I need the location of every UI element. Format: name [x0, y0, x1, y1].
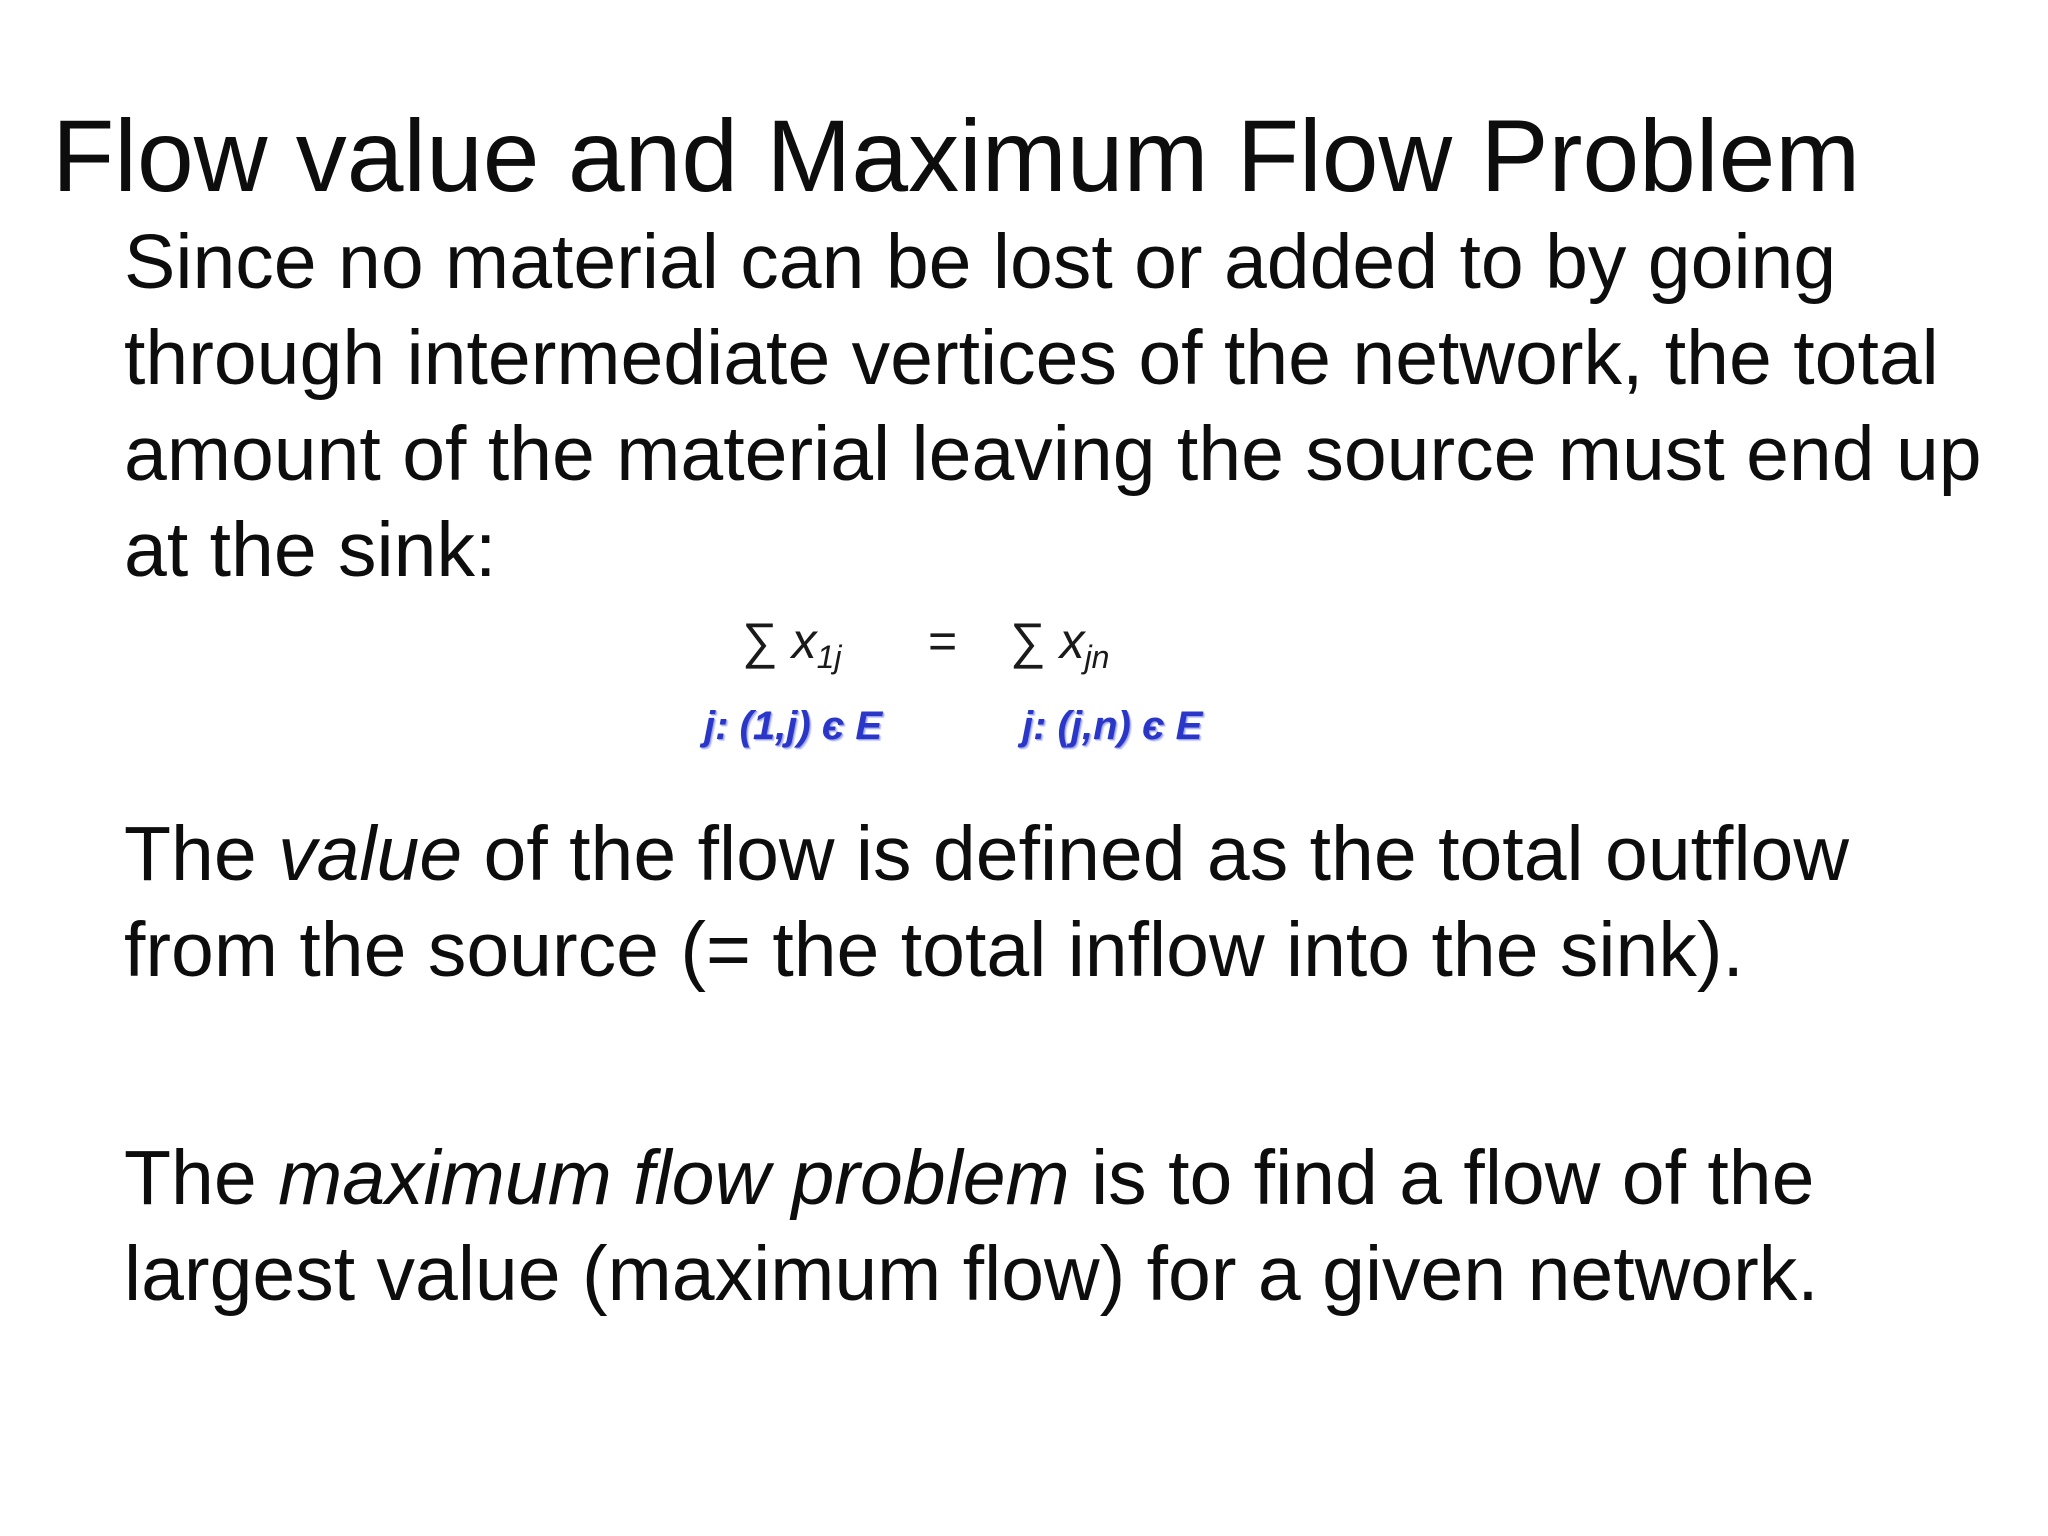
paragraph-max-flow-emph: maximum flow problem	[278, 1135, 1070, 1221]
formula-lhs-sub: 1j	[816, 639, 842, 675]
paragraph-conservation: Since no material can be lost or added to by going through intermediate vertices of the network, the total amount of the material leaving the source must end up at the sink:	[124, 219, 1982, 593]
formula-rhs-var: x	[1059, 613, 1085, 669]
sum-symbol-rhs: ∑	[1010, 613, 1046, 669]
paragraph-flow-value-post: of the flow is defined as the total outflow from the source (= the total inflow into the sink).	[124, 811, 1849, 993]
sum-symbol-lhs: ∑	[742, 613, 778, 669]
slide-title: Flow value and Maximum Flow Problem	[52, 99, 1861, 213]
paragraph-flow-value-pre: The	[124, 811, 279, 897]
paragraph-flow-value-emph: value	[278, 811, 463, 897]
paragraph-max-flow-post: is to find a flow of the largest value (maximum flow) for a given network.	[124, 1135, 1819, 1317]
formula-rhs-sub: jn	[1084, 639, 1110, 675]
formula-lhs-var: x	[791, 613, 817, 669]
formula-rhs-condition: j: (j,n) є E	[1022, 704, 1203, 748]
formula-rhs	[1010, 613, 1110, 675]
paragraph-max-flow	[124, 1130, 2004, 1322]
formula-lhs-condition: j: (1,j) є E	[704, 704, 883, 748]
paragraph-flow-value	[124, 806, 2004, 998]
formula-lhs	[742, 613, 842, 675]
formula-equals: =	[928, 613, 958, 669]
paragraph-max-flow-pre: The	[124, 1135, 279, 1221]
